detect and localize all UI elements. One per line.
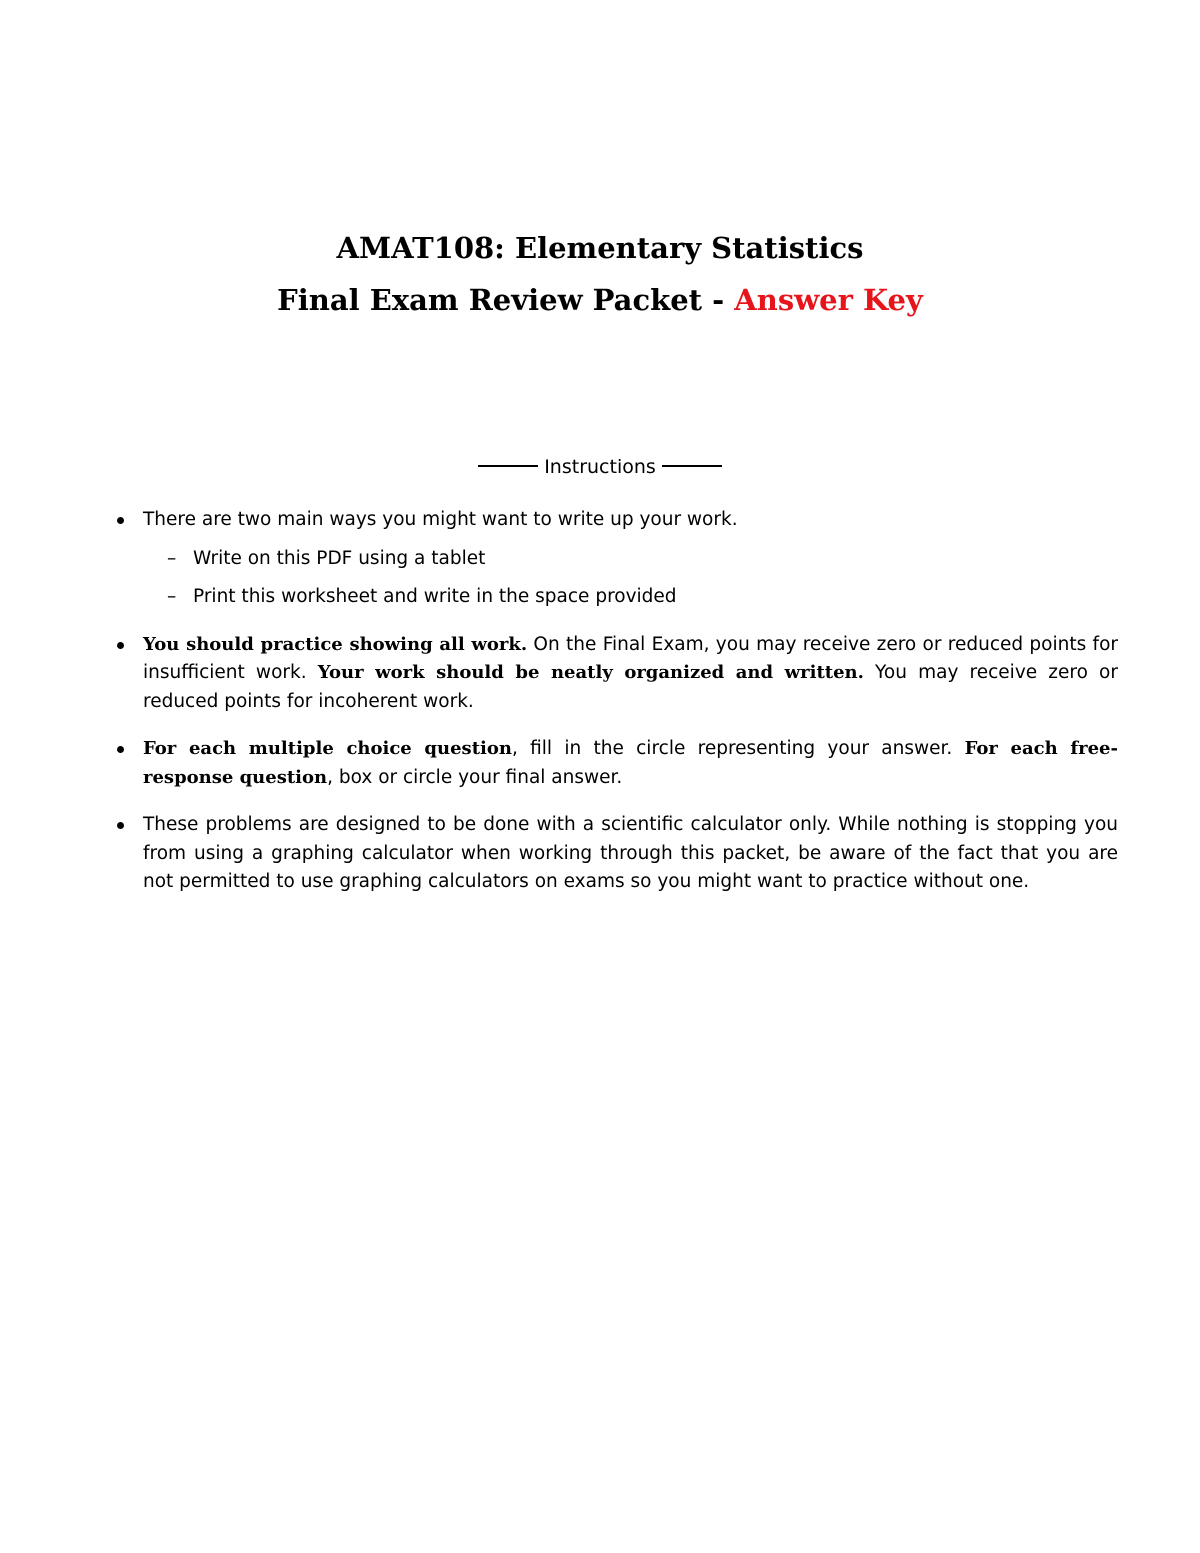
bullet-icon — [117, 642, 124, 649]
dash-icon: – — [167, 586, 177, 607]
course-title: AMAT108: Elementary Statistics — [336, 231, 864, 265]
emphasis-text: You should practice showing all work. — [143, 633, 528, 655]
instructions-heading — [0, 452, 1200, 482]
packet-title: Final Exam Review Packet - — [277, 283, 735, 317]
heading-rule-right — [662, 465, 722, 467]
emphasis-text: Your work should be neatly organized and written. — [317, 662, 864, 683]
bullet-icon — [117, 822, 124, 829]
emphasis-text: For each free-response question — [143, 738, 1118, 788]
bullet-icon — [117, 746, 124, 753]
answer-key-label: Answer Key — [734, 283, 923, 317]
emphasis-text: For each multiple choice question — [143, 738, 512, 759]
sub-item-text: Write on this PDF using a tablet — [193, 547, 486, 569]
dash-icon: – — [167, 547, 177, 569]
heading-rule-left — [478, 465, 538, 467]
instruction-text: , box or circle your final answer. — [327, 766, 623, 788]
list-item — [115, 735, 1118, 792]
instruction-text: You may receive zero or reduced points for incoherent work. — [143, 662, 1118, 712]
instruction-text: , fill in the circle representing your answer. — [511, 738, 965, 759]
packet-title-line — [0, 274, 1200, 326]
instruction-text: These problems are designed to be done with a scientific calculator only. While nothing is stopping you from using a graphing calculator when working through this packet, be aware of the fact that you are not permitted to use graphing calculators on exams so you might want to practice without one. — [143, 814, 1118, 892]
instructions-heading-text: Instructions — [544, 456, 656, 478]
instructions-list — [115, 506, 1118, 916]
instruction-text: On the Final Exam, you may receive zero or reduced points for insufficient work. — [143, 633, 1118, 683]
sub-list-item — [143, 545, 1118, 574]
list-item — [115, 506, 1118, 612]
list-item — [115, 811, 1118, 897]
sub-list-item — [143, 583, 1118, 612]
document-title-block — [0, 222, 1200, 326]
list-item — [115, 631, 1118, 717]
sub-item-text: Print this worksheet and write in the space provided — [193, 586, 677, 607]
instruction-text: There are two main ways you might want to write up your work. — [143, 509, 738, 530]
sub-list — [143, 545, 1118, 612]
bullet-icon — [117, 517, 124, 524]
